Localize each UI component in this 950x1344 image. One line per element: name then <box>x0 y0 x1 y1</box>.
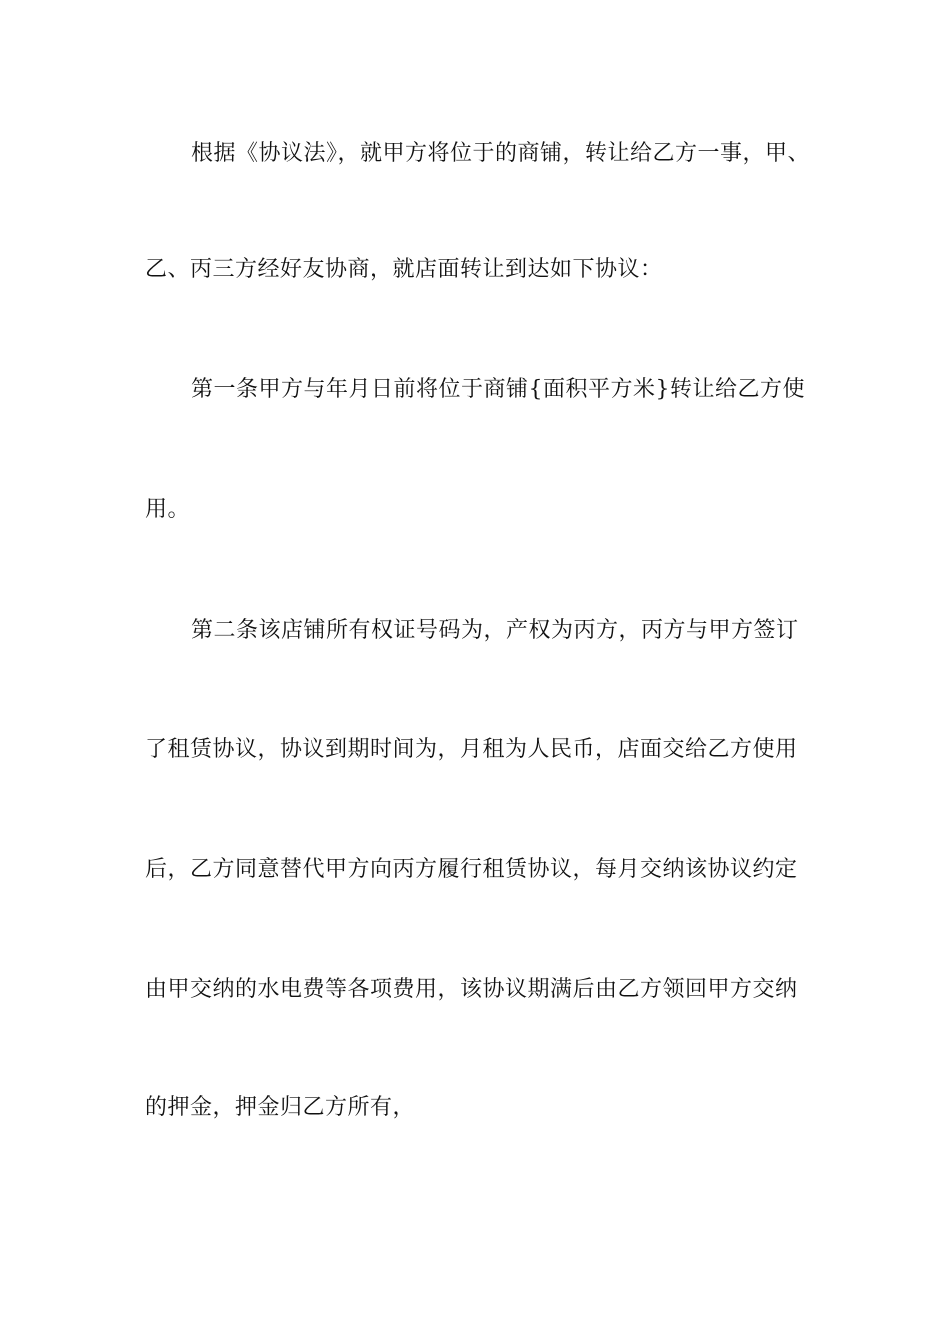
paragraph-1-line-2: 乙、丙三方经好友协商，就店面转让到达如下协议： <box>145 257 663 282</box>
article-2-line-5: 的押金，押金归乙方所有， <box>145 1095 416 1120</box>
article-2-line-2: 了租赁协议，协议到期时间为，月租为人民币，店面交给乙方使用 <box>145 737 798 762</box>
paragraph-1-line-1: 根据《协议法》，就甲方将位于的商铺，转让给乙方一事，甲、 <box>191 141 811 166</box>
article-1-line-1: 第一条甲方与年月日前将位于商铺{面积平方米}转让给乙方使 <box>191 377 805 402</box>
article-2-line-1: 第二条该店铺所有权证号码为，产权为丙方，丙方与甲方签订 <box>191 618 799 643</box>
article-2-line-3: 后，乙方同意替代甲方向丙方履行租赁协议，每月交纳该协议约定 <box>145 857 798 882</box>
article-2-line-4: 由甲交纳的水电费等各项费用，该协议期满后由乙方领回甲方交纳 <box>145 977 798 1002</box>
article-1-line-2: 用。 <box>145 497 191 522</box>
